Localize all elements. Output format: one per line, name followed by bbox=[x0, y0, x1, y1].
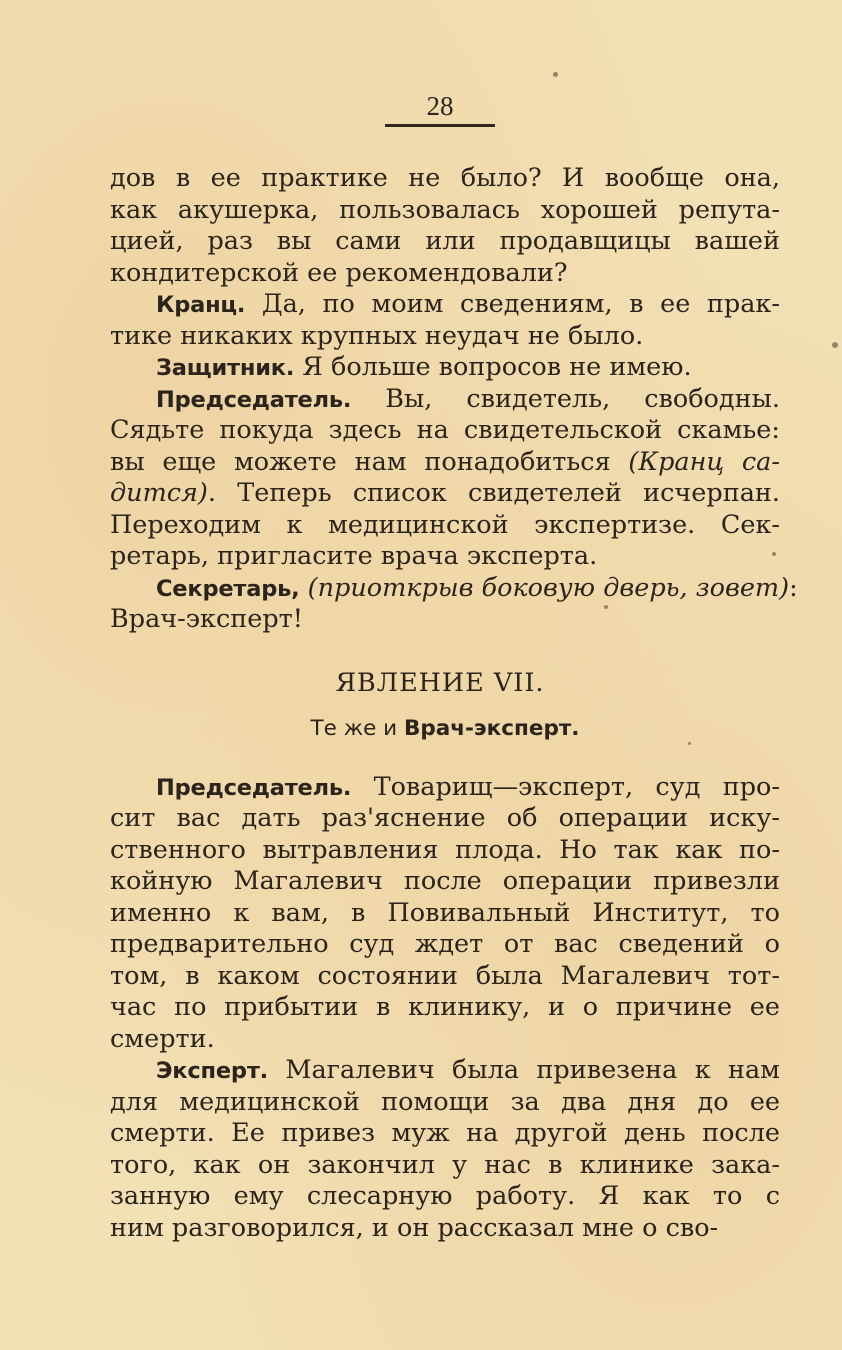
text-segment: вы еще можете нам понадобиться bbox=[110, 446, 629, 477]
text-line bbox=[110, 929, 780, 961]
text-segment bbox=[300, 573, 308, 603]
paper-speck bbox=[604, 605, 608, 609]
text-line bbox=[110, 289, 780, 321]
text-segment: предварительно суд ждет от вас сведений о bbox=[110, 929, 780, 959]
scene-cast-subtitle bbox=[110, 714, 780, 744]
page-number-rule bbox=[385, 124, 495, 127]
text-segment: Переходим к медицинской экспертизе. Сек- bbox=[110, 509, 780, 540]
text-line bbox=[110, 1181, 780, 1213]
stage-direction: (Кранц са- bbox=[628, 446, 781, 477]
text-line bbox=[110, 1213, 780, 1245]
paper-speck bbox=[772, 552, 776, 556]
text-segment: для медицинской помощи за два дня до ее bbox=[110, 1086, 780, 1117]
text-segment: смерти. bbox=[110, 1023, 215, 1054]
text-segment: смерти. Ее привез муж на другой день после bbox=[110, 1118, 780, 1148]
text-line bbox=[110, 961, 780, 993]
text-segment: именно к вам, в Повивальный Институт, то bbox=[110, 897, 780, 928]
text-segment: Я больше вопросов не имею. bbox=[294, 352, 692, 382]
text-line bbox=[110, 992, 780, 1024]
text-line bbox=[110, 321, 780, 353]
text-segment: Магалевич была привезена к нам bbox=[268, 1055, 780, 1085]
text-line bbox=[110, 510, 780, 542]
spacer bbox=[110, 700, 780, 714]
text-line bbox=[110, 352, 780, 384]
text-segment: цией, раз вы сами или продавщицы вашей bbox=[110, 226, 780, 256]
text-line bbox=[110, 1150, 780, 1182]
text-segment: Врач-эксперт! bbox=[110, 604, 304, 634]
text-segment: том, в каком состоянии была Магалевич тот- bbox=[110, 960, 780, 991]
text-segment: час по прибытии в клинику, и о причине ее bbox=[110, 992, 780, 1022]
speaker-name: Секретарь, bbox=[156, 575, 300, 602]
text-line bbox=[110, 866, 780, 898]
text-line bbox=[110, 541, 780, 573]
subtitle-prefix: Те же и bbox=[310, 715, 404, 741]
text-segment: дов в ее практике не было? И вообще она, bbox=[110, 163, 780, 193]
text-line bbox=[110, 258, 780, 290]
text-line bbox=[110, 384, 780, 416]
text-segment: Сядьте покуда здесь на свидетельской скамье: bbox=[110, 415, 780, 445]
dialogue-block-before-act bbox=[110, 163, 798, 636]
text-line bbox=[110, 447, 780, 479]
text-line bbox=[110, 1024, 780, 1056]
paper-speck bbox=[832, 342, 838, 348]
text-segment: сит вас дать раз'яснение об операции иску- bbox=[110, 803, 780, 833]
text-line bbox=[110, 1087, 780, 1119]
text-segment: Вы, свидетель, свободны. bbox=[351, 383, 780, 414]
text-segment: кондитерской ее рекомендовали? bbox=[110, 257, 568, 288]
text-segment: ним разговорился, и он рассказал мне о сво- bbox=[110, 1212, 719, 1243]
speaker-name: Защитник. bbox=[156, 355, 295, 381]
text-line bbox=[110, 898, 780, 930]
stage-direction: (приоткрыв боковую дверь, зовет) bbox=[307, 572, 790, 603]
text-line bbox=[110, 803, 780, 835]
text-segment: того, как он закончил у нас в клинике зака- bbox=[110, 1149, 780, 1180]
text-line bbox=[110, 195, 780, 227]
text-segment: ретарь, пригласите врача эксперта. bbox=[110, 541, 598, 571]
act-title: ЯВЛЕНИЕ VII. bbox=[335, 667, 545, 698]
speaker-name: Председатель. bbox=[156, 774, 352, 801]
stage-direction: дится) bbox=[110, 478, 208, 508]
text-line bbox=[110, 415, 780, 447]
subtitle-character: Врач-эксперт. bbox=[403, 715, 580, 741]
text-segment: Товарищ—эксперт, суд про- bbox=[351, 771, 780, 802]
dialogue-block-after-act bbox=[110, 772, 780, 1245]
text-line bbox=[110, 1118, 780, 1150]
text-segment: Да, по моим сведениям, в ее прак- bbox=[245, 289, 780, 319]
text-line bbox=[110, 604, 780, 636]
text-segment: : bbox=[789, 572, 798, 603]
paper-speck bbox=[688, 742, 691, 745]
text-segment: как акушерка, пользовалась хорошей репута- bbox=[110, 194, 780, 225]
text-line bbox=[110, 478, 780, 510]
text-segment: тике никаких крупных неудач не было. bbox=[110, 320, 644, 351]
text-line bbox=[110, 226, 780, 258]
text-line bbox=[110, 163, 780, 195]
spacer bbox=[110, 636, 780, 666]
text-line bbox=[110, 835, 780, 867]
body-text bbox=[110, 163, 798, 1244]
text-segment: занную ему слесарную работу. Я как то с bbox=[110, 1181, 780, 1211]
spacer bbox=[110, 744, 780, 772]
speaker-name: Эксперт. bbox=[156, 1058, 269, 1084]
speaker-name: Кранц. bbox=[156, 292, 246, 318]
page-number: 28 bbox=[426, 91, 454, 121]
speaker-name: Председатель. bbox=[156, 386, 352, 413]
text-line bbox=[110, 1055, 780, 1087]
text-segment: койную Магалевич после операции привезли bbox=[110, 866, 780, 896]
text-segment: . Теперь список свидетелей исчерпан. bbox=[207, 478, 780, 508]
paper-speck bbox=[553, 72, 558, 77]
text-line bbox=[110, 572, 798, 605]
text-line bbox=[110, 772, 780, 804]
text-segment: ственного вытравления плода. Но так как по- bbox=[110, 834, 780, 865]
